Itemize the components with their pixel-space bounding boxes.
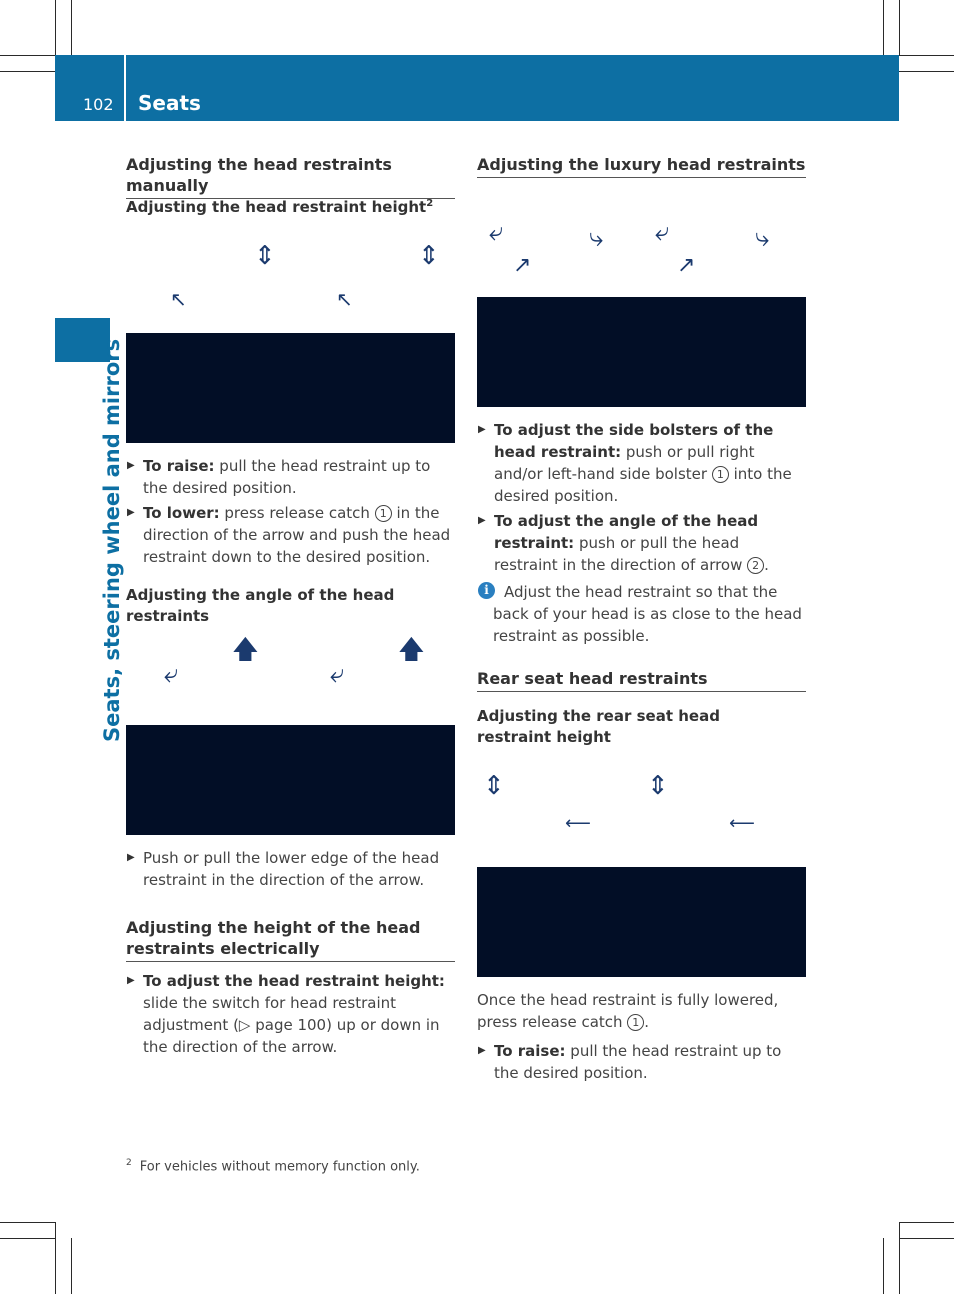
section-title: Seats (138, 91, 201, 115)
crop-mark (0, 1222, 55, 1223)
figure-angle-arrows (126, 625, 455, 725)
curved-arrow-icon: ⤷ (589, 223, 604, 253)
heading-height (126, 193, 455, 218)
curved-arrow-icon: ⤶ (164, 659, 179, 689)
figure-height-arrows (126, 235, 455, 333)
crop-mark (899, 1222, 900, 1294)
photo-head-restraint-angle (126, 725, 455, 835)
up-down-arrow-icon: ⇕ (483, 771, 505, 801)
callout-1: 1 (627, 1014, 644, 1031)
callout-2: 2 (747, 557, 764, 574)
heading-angle: Adjusting the angle of the head restraints (126, 586, 395, 625)
diagonal-arrow-icon: ↖ (336, 287, 353, 311)
crop-mark (899, 1222, 954, 1223)
diagonal-arrow-icon: ↗ (513, 253, 532, 278)
crop-mark (0, 55, 55, 56)
up-down-arrow-icon: ⇕ (418, 241, 440, 271)
heading-manual: Adjusting the head restraints manually (126, 154, 455, 199)
bullet-lower: ▶ To lower: press release catch 1 in the direction of the arrow and push the head restraint down to the desired position. (126, 502, 455, 568)
crop-mark (899, 71, 954, 72)
bullet-raise: ▶ To raise: pull the head restraint up to the desired position. (126, 455, 455, 499)
footnote-ref: 2 (426, 198, 434, 209)
rear-release-text: Once the head restraint is fully lowered, press release catch 1 . (477, 991, 779, 1031)
footnote (126, 1158, 420, 1174)
up-down-arrow-icon: ⇕ (254, 241, 276, 271)
crop-mark (71, 0, 72, 55)
heading-luxury: Adjusting the luxury head restraints (477, 154, 806, 178)
figure-rear-arrows (477, 765, 806, 867)
crop-mark (0, 71, 55, 72)
crop-mark (71, 1238, 72, 1294)
photo-luxury-head-restraint (477, 297, 806, 407)
heading-rear-height: Adjusting the rear seat head restraint height (477, 707, 720, 746)
chapter-label: Seats, steering wheel and mirrors (100, 338, 124, 742)
curved-arrow-icon: ⤶ (489, 217, 504, 247)
release-arrow-icon: ⟵ (565, 813, 591, 834)
heading-height-text: Adjusting the head restraint height (126, 198, 427, 216)
page-number: 102 (83, 95, 114, 114)
callout-1: 1 (712, 466, 729, 483)
bullet-rear-raise: ▶ To raise: pull the head restraint up to the desired position. (477, 1040, 806, 1084)
crop-mark (0, 1238, 55, 1239)
up-arrow-icon: 🡅 (398, 635, 425, 665)
diagonal-arrow-icon: ↗ (677, 253, 696, 278)
curved-arrow-icon: ⤷ (755, 223, 770, 253)
crop-mark (55, 0, 56, 55)
info-note: Adjust the head restraint so that the back of your head is as close to the head restraint as possible. (493, 583, 802, 645)
heading-rear: Rear seat head restraints (477, 668, 806, 692)
curved-arrow-icon: ⤶ (655, 217, 670, 247)
photo-head-restraint-height (126, 333, 455, 443)
crop-mark (55, 1222, 56, 1294)
footnote-marker: 2 (126, 1158, 132, 1168)
up-arrow-icon: 🡅 (232, 635, 259, 665)
bullet-side-bolsters: ▶ To adjust the side bolsters of the head restraint: push or pull right and/or left-hand side bolster 1 into the desired position. (477, 419, 806, 507)
crop-mark (883, 1238, 884, 1294)
callout-1: 1 (375, 505, 392, 522)
heading-electric: Adjusting the height of the head restraints electrically (126, 917, 455, 962)
curved-arrow-icon: ⤶ (330, 659, 345, 689)
bullet-electric: ▶ To adjust the head restraint height: slide the switch for head restraint adjustment (▷ page 100) up or down in the direction of the arrow. (126, 970, 455, 1058)
release-arrow-icon: ⟵ (729, 813, 755, 834)
info-icon: i (478, 582, 495, 599)
crop-mark (899, 1238, 954, 1239)
up-down-arrow-icon: ⇕ (647, 771, 669, 801)
diagonal-arrow-icon: ↖ (170, 287, 187, 311)
photo-rear-head-restraint (477, 867, 806, 977)
footnote-text: For vehicles without memory function only. (139, 1159, 420, 1175)
crop-mark (883, 0, 884, 55)
bullet-angle-luxury: ▶ To adjust the angle of the head restraint: push or pull the head restraint in the direction of arrow 2 . (477, 510, 806, 576)
bullet-angle: ▶ Push or pull the lower edge of the head restraint in the direction of the arrow. (126, 847, 455, 891)
header-divider (124, 55, 126, 121)
crop-mark (899, 0, 900, 55)
crop-mark (899, 55, 954, 56)
figure-luxury-arrows (477, 205, 806, 297)
